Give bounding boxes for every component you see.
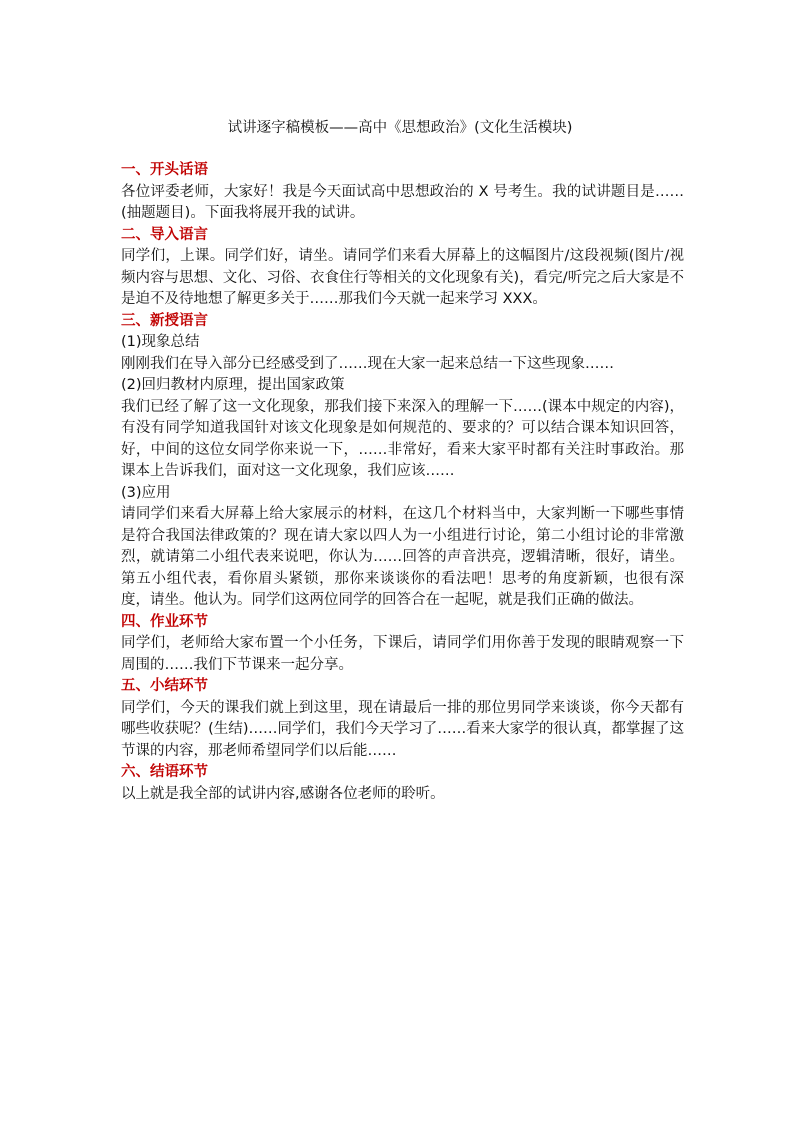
section-text-homework: 同学们，老师给大家布置一个小任务，下课后，请同学们用你善于发现的眼睛观察一下周围的……我们下节课来一起分享。 bbox=[121, 635, 684, 673]
subsection-text-phenomenon-summary: 刚刚我们在导入部分已经感受到了……现在大家一起来总结一下这些现象…… bbox=[121, 355, 614, 372]
section-heading-new-lesson: 三、新授语言 bbox=[121, 312, 208, 329]
subsection-title-phenomenon-summary: (1)现象总结 bbox=[121, 334, 200, 350]
document-title: 试讲逐字稿模板——高中《思想政治》(文化生活模块) bbox=[227, 120, 573, 136]
section-heading-homework: 四、作业环节 bbox=[121, 613, 208, 630]
section-heading-summary: 五、小结环节 bbox=[121, 678, 208, 694]
section-text-introduction: 同学们，上课。同学们好，请坐。请同学们来看大屏幕上的这幅图片/这段视频(图片/视频内容与思想、文化、习俗、衣食住行等相关的文化现象有关)，看完/听完之后大家是不是迫不及待地想了解更多关于……那我们今天就一起来学习 XXX。 bbox=[121, 248, 684, 307]
document-body bbox=[121, 160, 684, 805]
section-text-opening: 各位评委老师，大家好！我是今天面试高中思想政治的 X 号考生。我的试讲题目是……(抽题题目)。下面我将展开我的试讲。 bbox=[121, 183, 684, 221]
subsection-text-application: 请同学们来看大屏幕上给大家展示的材料，在这几个材料当中，大家判断一下哪些事情是符合我国法律政策的？现在请大家以四人为一小组进行讨论，第二小组讨论的非常激烈，就请第二小组代表来说吧，你认为……回答的声音洪亮，逻辑清晰，很好，请坐。第五小组代表，看你眉头紧锁，那你来谈谈你的看法吧！思考的角度新颖，也很有深度，请坐。他认为。同学们这两位同学的回答合在一起呢，就是我们正确的做法。 bbox=[121, 506, 684, 608]
subsection-text-textbook-principle: 我们已经了解了这一文化现象，那我们接下来深入的理解一下……(课本中规定的内容)，有没有同学知道我国针对该文化现象是如何规范的、要求的？可以结合课本知识回答，好，中间的这位女同学你来说一下，……非常好，看来大家平时都有关注时事政治。那课本上告诉我们，面对这一文化现象，我们应该…… bbox=[121, 398, 684, 479]
subsection-title-application: (3)应用 bbox=[121, 484, 171, 501]
section-heading-closing: 六、结语环节 bbox=[121, 764, 208, 780]
section-text-summary: 同学们，今天的课我们就上到这里，现在请最后一排的那位男同学来谈谈，你今天都有哪些收获呢？(生结)……同学们，我们今天学习了……看来大家学的很认真，都掌握了这节课的内容，那老师希望同学们以后能…… bbox=[121, 699, 684, 759]
subsection-title-textbook-principle: (2)回归教材内原理，提出国家政策 bbox=[121, 377, 345, 393]
section-text-closing: 以上就是我全部的试讲内容,感谢各位老师的聆听。 bbox=[121, 785, 445, 802]
section-heading-introduction: 二、导入语言 bbox=[121, 226, 208, 243]
section-heading-opening: 一、开头话语 bbox=[121, 162, 208, 178]
